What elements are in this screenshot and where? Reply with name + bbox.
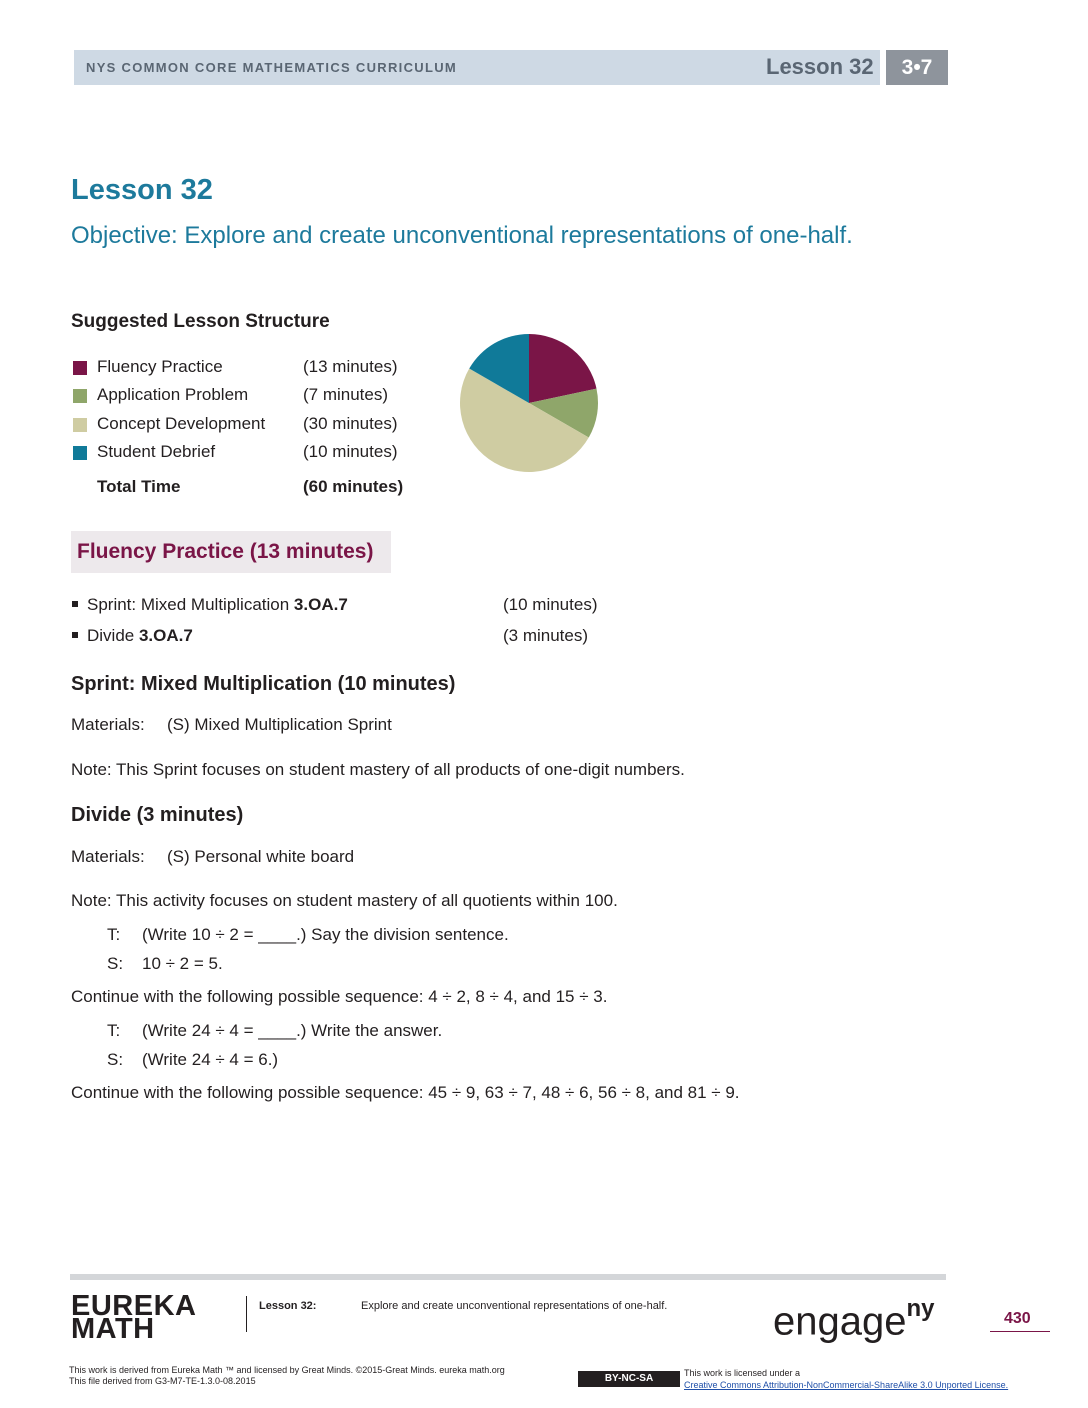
- total-minutes: (60 minutes): [303, 477, 404, 496]
- legend-minutes: (13 minutes): [303, 357, 398, 376]
- legend-swatch: [73, 361, 87, 375]
- legend-minutes: (30 minutes): [303, 414, 398, 433]
- cc-license-badge[interactable]: BY-NC-SA: [578, 1371, 680, 1387]
- objective: Objective: Explore and create unconventional representations of one-half.: [71, 222, 853, 249]
- dialogue-speaker: T:: [107, 1021, 121, 1040]
- license-notice: [684, 1367, 1008, 1391]
- continue-sequence-2: Continue with the following possible sequence: 45 ÷ 9, 63 ÷ 7, 48 ÷ 6, 56 ÷ 8, and 81 ÷ 9.: [71, 1083, 740, 1102]
- eureka-math-logo: [71, 1290, 197, 1345]
- bullet-time: (3 minutes): [503, 626, 589, 645]
- legend-minutes: (7 minutes): [303, 385, 389, 404]
- grade-module-badge: 3•7: [886, 50, 948, 85]
- curriculum-label: NYS COMMON CORE MATHEMATICS CURRICULUM: [86, 60, 458, 75]
- header-lesson: Lesson 32: [766, 54, 874, 79]
- dialogue-line: (Write 10 ÷ 2 = ____.) Say the division sentence.: [142, 925, 509, 944]
- bullet-standard: 3.OA.7: [138, 626, 193, 645]
- fluency-bullet-sprint: [72, 595, 598, 615]
- legend-label: Fluency Practice: [97, 357, 223, 376]
- legend-label: Application Problem: [97, 385, 249, 404]
- license-line1: This work is derived from Eureka Math ™ and licensed by Great Minds. ©2015-Great Minds. eureka math.org: [69, 1365, 505, 1375]
- dialogue-line: (Write 24 ÷ 4 = ____.) Write the answer.: [142, 1021, 443, 1040]
- bullet-text: Divide: [87, 626, 139, 645]
- fluency-heading: Fluency Practice (13 minutes): [77, 540, 374, 563]
- legend-swatch: [73, 389, 87, 403]
- divide-note: Note: This activity focuses on student mastery of all quotients within 100.: [71, 891, 618, 910]
- legend-label: Concept Development: [97, 414, 266, 433]
- license-line2: This file derived from G3-M7-TE-1.3.0-08.2015: [69, 1376, 256, 1386]
- footer-divider: [246, 1296, 247, 1332]
- bullet-icon: [72, 632, 78, 638]
- fluency-bullet-divide: [72, 626, 589, 646]
- page-number: 430: [1004, 1310, 1031, 1327]
- legend-minutes: (10 minutes): [303, 442, 398, 461]
- structure-heading: Suggested Lesson Structure: [71, 311, 330, 332]
- dialogue-line: (Write 24 ÷ 4 = 6.): [142, 1050, 279, 1069]
- legend-swatch: [73, 418, 87, 432]
- legend-swatch: [73, 446, 87, 460]
- sprint-materials-label: Materials:: [71, 715, 145, 734]
- sprint-materials: (S) Mixed Multiplication Sprint: [167, 715, 392, 734]
- sprint-note: Note: This Sprint focuses on student mastery of all products of one-digit numbers.: [71, 760, 685, 779]
- bullet-icon: [72, 601, 78, 607]
- dialogue-speaker: T:: [107, 925, 121, 944]
- license-link[interactable]: Creative Commons Attribution-NonCommercial-ShareAlike 3.0 Unported License.: [684, 1380, 1009, 1390]
- dialogue-line: 10 ÷ 2 = 5.: [142, 954, 223, 973]
- page-number-rule: [990, 1331, 1050, 1332]
- ny-text: ny: [906, 1295, 935, 1322]
- bullet-text: Sprint: Mixed Multiplication: [87, 595, 294, 614]
- bullet-standard: 3.OA.7: [293, 595, 348, 614]
- dialogue-speaker: S:: [107, 1050, 124, 1069]
- footer-lesson-label: Lesson 32:: [259, 1300, 317, 1312]
- engage-text: engage: [773, 1299, 907, 1344]
- continue-sequence-1: Continue with the following possible sequence: 4 ÷ 2, 8 ÷ 4, and 15 ÷ 3.: [71, 987, 608, 1006]
- logo-line1: EUREKA: [71, 1290, 197, 1322]
- page-title: Lesson 32: [71, 174, 213, 206]
- engageny-logo: [773, 1295, 935, 1344]
- lesson-pie-chart: [458, 332, 600, 474]
- footer-lesson-desc: Explore and create unconventional representations of one-half.: [361, 1300, 668, 1312]
- license-derived: [69, 1365, 505, 1387]
- legend-label: Student Debrief: [97, 442, 216, 461]
- bullet-time: (10 minutes): [503, 595, 598, 614]
- logo-line2: MATH: [71, 1313, 155, 1345]
- divide-materials-label: Materials:: [71, 847, 145, 866]
- divide-heading: Divide (3 minutes): [71, 804, 244, 826]
- sprint-heading: Sprint: Mixed Multiplication (10 minutes): [71, 673, 456, 695]
- license-line3: This work is licensed under a: [684, 1368, 801, 1378]
- footer-rule: [70, 1274, 946, 1280]
- total-label: Total Time: [97, 477, 181, 496]
- dialogue-speaker: S:: [107, 954, 124, 973]
- divide-materials: (S) Personal white board: [167, 847, 355, 866]
